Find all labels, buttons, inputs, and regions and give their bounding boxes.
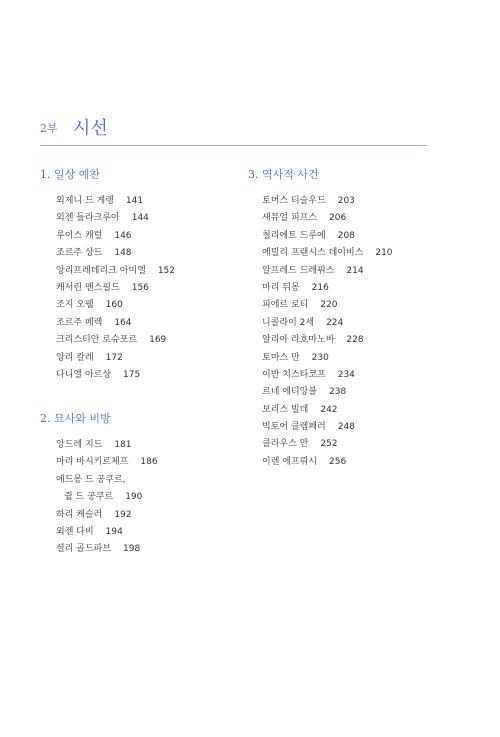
toc-entry [262, 210, 393, 227]
toc-entry-name: 니콜라이 2세 [262, 317, 315, 328]
section-title-2: 2. 묘사와 비방 [40, 412, 111, 425]
toc-entry [262, 454, 393, 471]
part-header [40, 114, 427, 144]
toc-entry-name: 에드몽 드 공쿠르, [56, 474, 126, 485]
toc-entry [262, 384, 393, 401]
toc-entry [262, 193, 393, 210]
toc-entry-page: 186 [140, 457, 158, 468]
part-title: 시선 [73, 118, 108, 139]
header-divider [40, 145, 427, 146]
toc-entry [56, 437, 158, 454]
toc-entry-name: 쥘 드 공쿠르 [64, 492, 114, 503]
toc-entry-page: 256 [329, 456, 347, 467]
toc-entry [56, 210, 175, 227]
toc-entry-name: 마리 바시키르체프 [56, 457, 129, 468]
toc-entry [262, 297, 393, 314]
section-1-list [56, 193, 175, 384]
toc-entry-page: 220 [320, 300, 338, 311]
toc-entry [262, 332, 393, 349]
toc-entry-page: 181 [114, 440, 132, 450]
toc-entry [56, 489, 158, 506]
toc-entry [56, 280, 175, 297]
toc-entry-page: 156 [131, 282, 149, 293]
toc-entry [262, 315, 393, 332]
toc-entry [56, 472, 158, 489]
toc-entry-name: 크리스티안 로슈포르 [56, 335, 138, 346]
toc-entry-name: 앙리 칼레 [56, 352, 94, 363]
toc-entry-name: 이렌 에프뤼시 [262, 456, 318, 467]
toc-entry-page: 148 [114, 248, 132, 259]
toc-entry [56, 541, 158, 558]
toc-entry [262, 280, 393, 297]
toc-entry-name: 철리에트 드루에 [262, 230, 326, 241]
toc-entry-page: 242 [320, 404, 338, 415]
toc-entry-name: 알프레드 드레퓌스 [262, 265, 335, 276]
toc-entry-page: 234 [337, 369, 355, 380]
toc-entry-name: 보리스 빌데 [262, 404, 309, 415]
toc-entry-page: 228 [346, 335, 364, 346]
section-title-1: 1. 일상 예찬 [40, 168, 100, 181]
toc-entry-page: 216 [311, 282, 329, 293]
part-label: 2부 [40, 122, 58, 135]
toc-entry [56, 350, 175, 367]
toc-entry-name: 셜리 골드파브 [56, 544, 112, 555]
toc-entry-name: 토마스 만 [262, 352, 300, 363]
toc-entry [56, 228, 175, 245]
toc-entry [262, 245, 393, 262]
toc-entry-name: 하리 케슬러 [56, 509, 103, 520]
toc-entry [262, 367, 393, 384]
toc-entry-page: 210 [375, 248, 393, 259]
section-2-list [56, 437, 158, 559]
toc-entry-page: 152 [157, 265, 175, 276]
toc-entry-page: 169 [149, 335, 167, 346]
toc-entry-page: 203 [337, 196, 355, 206]
toc-entry-page: 224 [326, 317, 344, 328]
section-3-list [262, 193, 393, 471]
toc-entry [56, 454, 158, 471]
toc-entry [56, 263, 175, 280]
toc-entry-name: 캐서린 맨스필드 [56, 282, 120, 293]
toc-entry [56, 332, 175, 349]
toc-entry-name: 이반 치스타코프 [262, 369, 326, 380]
toc-entry-page: 238 [329, 387, 347, 398]
toc-entry [56, 507, 158, 524]
toc-entry-name: 에밀리 프랜시스 데이비스 [262, 248, 364, 259]
toc-entry-name: 알리아 라흐마노바 [262, 335, 335, 346]
toc-entry-name: 앙리프레데리크 아미엘 [56, 265, 146, 276]
toc-entry-page: 172 [105, 352, 123, 363]
toc-entry-page: 164 [114, 317, 132, 328]
toc-entry-page: 230 [311, 352, 329, 363]
toc-entry-page: 206 [329, 213, 347, 224]
toc-entry-name: 마리 뒤몽 [262, 282, 300, 293]
toc-entry-name: 외제니 드 게랭 [56, 196, 114, 206]
toc-entry-name: 르네 에티앙블 [262, 387, 318, 398]
toc-entry-page: 198 [123, 544, 141, 555]
toc-entry [262, 263, 393, 280]
section-title-3: 3. 역사적 사건 [248, 168, 319, 181]
toc-entry-name: 외젠 들라크루아 [56, 213, 120, 224]
toc-entry-name: 조지 오웰 [56, 300, 94, 311]
toc-entry [262, 436, 393, 453]
toc-entry-page: 146 [114, 230, 132, 241]
toc-entry-page: 160 [105, 300, 123, 311]
toc-entry-page: 194 [105, 526, 123, 537]
toc-entry [56, 297, 175, 314]
toc-entry-page: 214 [346, 265, 364, 276]
toc-entry [56, 193, 175, 210]
toc-entry-page: 144 [131, 213, 149, 224]
toc-entry [56, 524, 158, 541]
toc-entry [262, 402, 393, 419]
toc-entry-page: 208 [337, 230, 355, 241]
toc-entry-name: 루이스 캐럴 [56, 230, 103, 241]
toc-entry [262, 228, 393, 245]
toc-entry-name: 토머스 티슬우드 [262, 196, 326, 206]
toc-entry-name: 빅토어 클렘페러 [262, 422, 326, 433]
toc-entry-page: 141 [125, 196, 144, 206]
toc-entry-name: 피에르 로티 [262, 300, 309, 311]
toc-entry-name: 다니엘 아르상 [56, 369, 112, 380]
toc-entry-name: 외젠 다비 [56, 526, 94, 537]
toc-entry [262, 350, 393, 367]
toc-entry-page: 248 [337, 422, 355, 433]
toc-entry-page: 252 [320, 439, 338, 450]
toc-entry-page: 192 [114, 509, 132, 520]
toc-entry-page: 190 [125, 492, 143, 503]
toc-entry-name: 새뮤얼 피프스 [262, 213, 318, 224]
toc-entry-name: 앙드레 지드 [56, 440, 103, 450]
toc-entry-name: 조르주 상드 [56, 248, 103, 259]
toc-entry-name: 클라우스 만 [262, 439, 309, 450]
toc-entry [56, 245, 175, 262]
toc-entry [56, 367, 175, 384]
toc-entry [56, 315, 175, 332]
toc-entry-name: 조르주 페렉 [56, 317, 103, 328]
toc-entry [262, 419, 393, 436]
toc-entry-page: 175 [123, 369, 141, 380]
